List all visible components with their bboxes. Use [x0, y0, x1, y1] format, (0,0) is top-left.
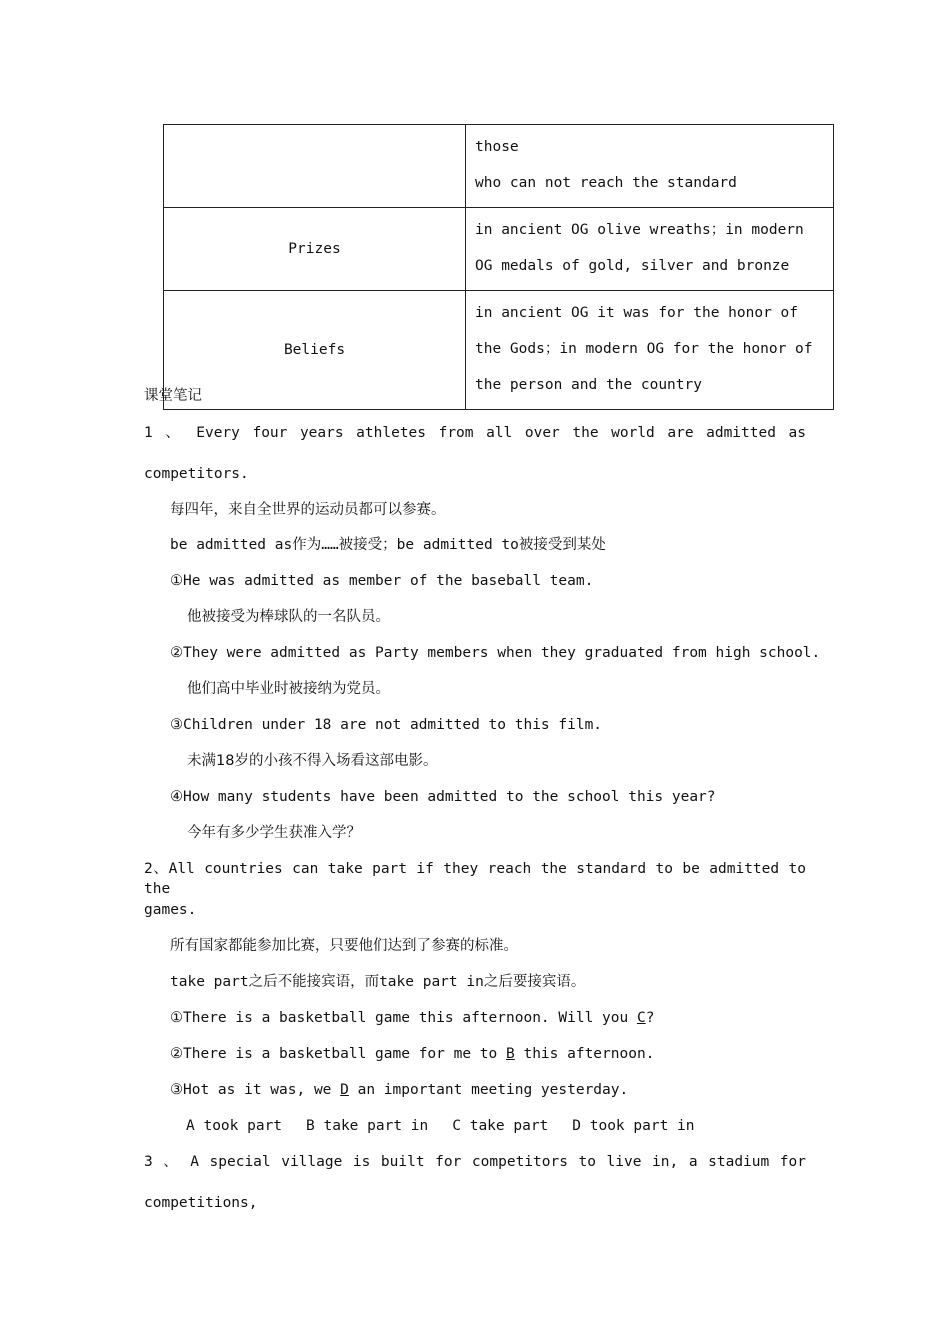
answer-options	[186, 1116, 719, 1136]
answer-blank: C	[636, 1010, 646, 1026]
row-content	[466, 125, 834, 208]
exercise-question	[170, 1044, 654, 1064]
example-translation: 未满18岁的小孩不得入场看这部电影。	[187, 753, 438, 769]
question-text: ?	[645, 1010, 655, 1026]
row-label: Prizes	[164, 208, 466, 291]
question-text: ②There is a basketball game for me to	[170, 1046, 506, 1062]
example-sentence: ②They were admitted as Party members when they graduated from high school.	[170, 645, 821, 661]
cell-line: in ancient OG olive wreaths；in modern	[475, 222, 804, 238]
row-content	[466, 208, 834, 291]
sentence-3-line-1: 3 、 A special village is built for competitors to live in, a stadium for	[144, 1154, 806, 1170]
cell-line: in ancient OG it was for the honor of	[475, 305, 799, 321]
sentence-3-line-2: competitions,	[144, 1195, 258, 1211]
question-text: ①There is a basketball game this afternoon. Will you	[170, 1010, 637, 1026]
cell-line: the person and the country	[475, 377, 702, 393]
cell-line: those	[475, 139, 519, 155]
answer-blank: B	[506, 1046, 515, 1062]
option-b: B take part in	[306, 1118, 429, 1134]
example-sentence: ④How many students have been admitted to the school this year?	[170, 789, 716, 805]
answer-blank: D	[340, 1082, 349, 1098]
cell-line: the Gods；in modern OG for the honor of	[475, 341, 813, 357]
sentence-2-translation: 所有国家都能参加比赛，只要他们达到了参赛的标准。	[170, 938, 518, 954]
cell-line: who can not reach the standard	[475, 175, 737, 191]
cell-line: OG medals of gold, silver and bronze	[475, 258, 790, 274]
usage-note-1: be admitted as作为……被接受；be admitted to被接受到某处	[170, 537, 606, 553]
example-translation: 他被接受为棒球队的一名队员。	[187, 609, 390, 625]
sentence-2-line-1: 2、All countries can take part if they reach the standard to be admitted to the	[144, 861, 806, 897]
table-row	[164, 291, 834, 410]
option-c: C take part	[452, 1118, 549, 1134]
question-text: this afternoon.	[514, 1046, 655, 1062]
sentence-1-translation: 每四年，来自全世界的运动员都可以参赛。	[170, 502, 446, 518]
sentence-1-line-1: 1 、 Every four years athletes from all over the world are admitted as	[144, 425, 806, 441]
usage-note-2: take part之后不能接宾语，而take part in之后要接宾语。	[170, 974, 586, 990]
row-label: Beliefs	[164, 291, 466, 410]
question-text: ③Hot as it was, we	[170, 1082, 341, 1098]
sentence-1-line-2: competitors.	[144, 466, 249, 482]
table-row	[164, 208, 834, 291]
example-translation: 他们高中毕业时被接纳为党员。	[187, 681, 390, 697]
comparison-table	[163, 124, 834, 410]
exercise-question	[170, 1008, 654, 1028]
example-sentence: ③Children under 18 are not admitted to this film.	[170, 717, 603, 733]
example-sentence: ①He was admitted as member of the baseball team.	[170, 573, 594, 589]
sentence-2-line-2: games.	[144, 902, 197, 918]
option-a: A took part	[186, 1118, 283, 1134]
example-translation: 今年有多少学生获准入学？	[187, 825, 361, 841]
row-label	[164, 125, 466, 208]
table-row	[164, 125, 834, 208]
notes-heading: 课堂笔记	[144, 388, 202, 404]
row-content	[466, 291, 834, 410]
option-d: D took part in	[572, 1118, 695, 1134]
question-text: an important meeting yesterday.	[348, 1082, 629, 1098]
exercise-question	[170, 1080, 628, 1100]
